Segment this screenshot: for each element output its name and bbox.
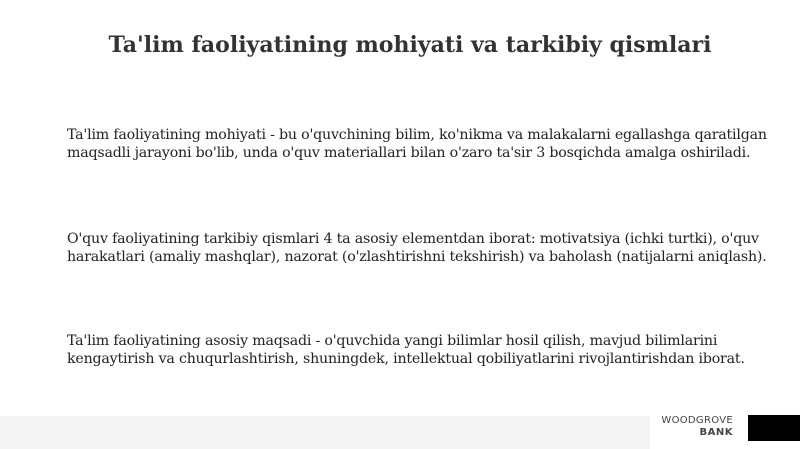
logo-mark xyxy=(748,415,800,441)
logo-line-woodgrove: WOODGROVE xyxy=(661,415,733,426)
logo-line-bank: BANK xyxy=(699,427,733,438)
company-logo xyxy=(657,415,733,439)
slide-title: Ta'lim faoliyatining mohiyati va tarkibiy qismlari xyxy=(108,32,712,58)
paragraph-essence: Ta'lim faoliyatining mohiyati - bu o'quvchining bilim, ko'nikma va malakalarni egallashga qaratilgan maqsadli jarayoni bo'lib, unda o'quv materiallari bilan o'zaro ta'sir 3 bosqichda amalga oshiriladi. xyxy=(67,127,767,161)
paragraph-components: O'quv faoliyatining tarkibiy qismlari 4 ta asosiy elementdan iborat: motivatsiya (ichki turtki), o'quv harakatlari (amaliy mashqlar), nazorat (o'zlashtirishni tekshirish) va baholash (natijalarni aniqlash). xyxy=(67,231,767,265)
paragraph-goal: Ta'lim faoliyatining asosiy maqsadi - o'quvchida yangi bilimlar hosil qilish, mavjud bilimlarini kengaytirish va chuqurlashtirish, shuningdek, intellektual qobiliyatlarini rivojlantirishdan iborat. xyxy=(67,333,745,367)
